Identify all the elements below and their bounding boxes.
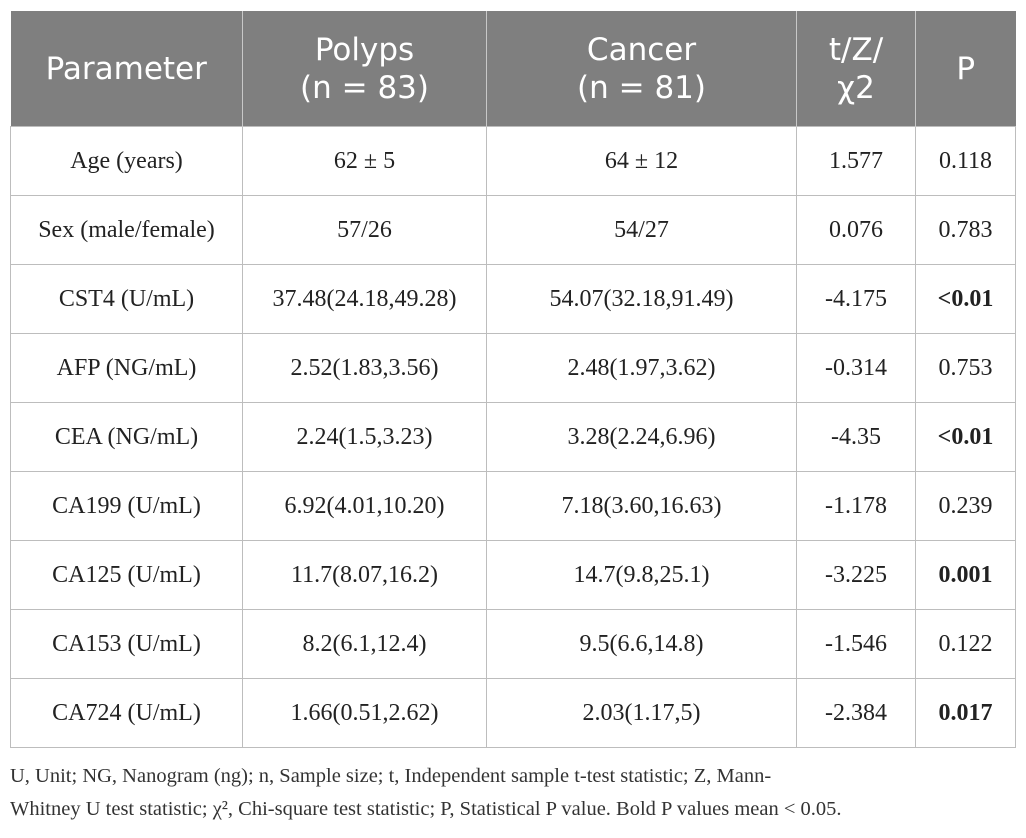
cell-polyps: 62 ± 5 [243, 127, 487, 196]
cell-parameter: AFP (NG/mL) [11, 334, 243, 403]
cell-polyps: 1.66(0.51,2.62) [243, 679, 487, 748]
cell-cancer: 64 ± 12 [487, 127, 797, 196]
cell-polyps: 6.92(4.01,10.20) [243, 472, 487, 541]
cell-statistic: -1.178 [797, 472, 916, 541]
header-polyps: Polyps (n = 83) [243, 11, 487, 127]
cell-p-value: 0.122 [916, 610, 1016, 679]
cell-p-value: <0.01 [916, 265, 1016, 334]
cell-statistic: -4.175 [797, 265, 916, 334]
header-statistic: t/Z/ χ2 [797, 11, 916, 127]
results-table [10, 11, 1016, 748]
cell-parameter: CA724 (U/mL) [11, 679, 243, 748]
cell-p-value: 0.001 [916, 541, 1016, 610]
cell-cancer: 7.18(3.60,16.63) [487, 472, 797, 541]
cell-parameter: CA199 (U/mL) [11, 472, 243, 541]
header-row [11, 11, 1016, 127]
header-p-value: P [916, 11, 1016, 127]
header-parameter: Parameter [11, 11, 243, 127]
cell-parameter: Sex (male/female) [11, 196, 243, 265]
cell-statistic: -2.384 [797, 679, 916, 748]
cell-polyps: 2.24(1.5,3.23) [243, 403, 487, 472]
cell-p-value: 0.783 [916, 196, 1016, 265]
cell-statistic: -3.225 [797, 541, 916, 610]
table-row [11, 334, 1016, 403]
cell-cancer: 54.07(32.18,91.49) [487, 265, 797, 334]
table-row [11, 610, 1016, 679]
table-row [11, 196, 1016, 265]
cell-cancer: 9.5(6.6,14.8) [487, 610, 797, 679]
cell-cancer: 3.28(2.24,6.96) [487, 403, 797, 472]
cell-cancer: 54/27 [487, 196, 797, 265]
table-row [11, 541, 1016, 610]
table-body [11, 127, 1016, 748]
cell-statistic: -0.314 [797, 334, 916, 403]
cell-cancer: 2.48(1.97,3.62) [487, 334, 797, 403]
cell-p-value: 0.118 [916, 127, 1016, 196]
cell-polyps: 2.52(1.83,3.56) [243, 334, 487, 403]
table-row [11, 472, 1016, 541]
table-row [11, 265, 1016, 334]
cell-polyps: 8.2(6.1,12.4) [243, 610, 487, 679]
header-cancer: Cancer (n = 81) [487, 11, 797, 127]
footnote-line-2: Whitney U test statistic; χ², Chi-square test statistic; P, Statistical P value. Bold P values mean < 0.05. [10, 798, 842, 820]
cell-p-value: 0.017 [916, 679, 1016, 748]
cell-statistic: -4.35 [797, 403, 916, 472]
cell-parameter: Age (years) [11, 127, 243, 196]
cell-parameter: CEA (NG/mL) [11, 403, 243, 472]
cell-polyps: 37.48(24.18,49.28) [243, 265, 487, 334]
table-footnote [10, 760, 1015, 826]
table-row [11, 127, 1016, 196]
cell-polyps: 57/26 [243, 196, 487, 265]
footnote-line-1: U, Unit; NG, Nanogram (ng); n, Sample size; t, Independent sample t-test statistic; Z, Mann- [10, 765, 772, 787]
cell-statistic: 1.577 [797, 127, 916, 196]
cell-statistic: -1.546 [797, 610, 916, 679]
cell-statistic: 0.076 [797, 196, 916, 265]
table-row [11, 403, 1016, 472]
cell-p-value: <0.01 [916, 403, 1016, 472]
cell-p-value: 0.753 [916, 334, 1016, 403]
table-row [11, 679, 1016, 748]
results-table-container [10, 11, 1015, 748]
cell-cancer: 2.03(1.17,5) [487, 679, 797, 748]
cell-cancer: 14.7(9.8,25.1) [487, 541, 797, 610]
cell-polyps: 11.7(8.07,16.2) [243, 541, 487, 610]
cell-parameter: CA125 (U/mL) [11, 541, 243, 610]
cell-parameter: CST4 (U/mL) [11, 265, 243, 334]
cell-parameter: CA153 (U/mL) [11, 610, 243, 679]
cell-p-value: 0.239 [916, 472, 1016, 541]
